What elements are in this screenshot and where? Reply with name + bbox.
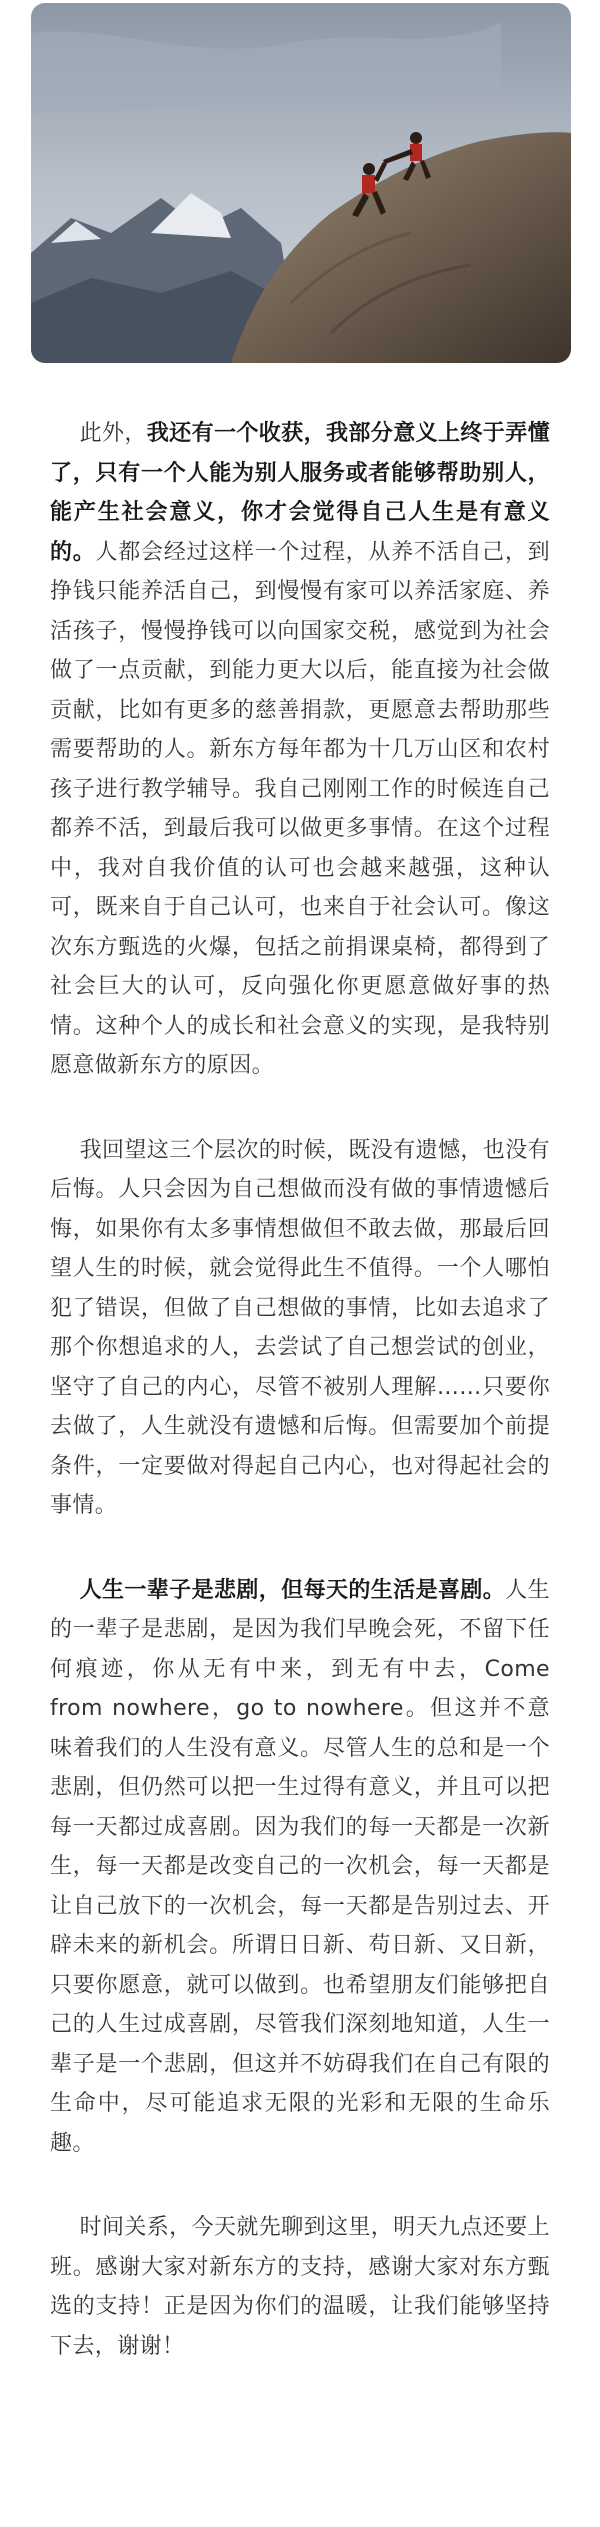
paragraph-3: 人生一辈子是悲剧，但每天的生活是喜剧。人生的一辈子是悲剧，是因为我们早晚会死，不留下任何痕迹，你从无有中来，到无有中去，Come from nowhere，go to nowhere。但这并不意味着我们的人生没有意义。尽管人生的总和是一个悲剧，但仍然可以把一生过得有意义，并且可以把每一天都过成喜剧。因为我们的每一天都是一次新生，每一天都是改变自己的一次机会，每一天都是让自己放下的一次机会，每一天都是告别过去、开辟未来的新机会。所谓日日新、苟日新、又日新，只要你愿意，就可以做到。也希望朋友们能够把自己的人生过成喜剧，尽管我们深刻地知道，人生一辈子是一个悲剧，但这并不妨碍我们在自己有限的生命中，尽可能追求无限的光彩和无限的生命乐趣。 xyxy=(50,1577,550,2156)
climbers-on-mountain-photo xyxy=(31,3,571,363)
article-body xyxy=(50,414,550,2411)
paragraph-2: 我回望这三个层次的时候，既没有遗憾，也没有后悔。人只会因为自己想做而没有做的事情遗憾后悔，如果你有太多事情想做但不敢去做，那最后回望人生的时候，就会觉得此生不值得。一个人哪怕犯了错误，但做了自己想做的事情，比如去追求了那个你想追求的人，去尝试了自己想尝试的创业，坚守了自己的内心，尽管不被别人理解……只要你去做了，人生就没有遗憾和后悔。但需要加个前提条件，一定要做对得起自己内心，也对得起社会的事情。 xyxy=(50,1137,550,1518)
paragraph-1: 此外，我还有一个收获，我部分意义上终于弄懂了，只有一个人能为别人服务或者能够帮助别人，能产生社会意义，你才会觉得自己人生是有意义的。人都会经过这样一个过程，从养不活自己，到挣钱只能养活自己，到慢慢有家可以养活家庭、养活孩子，慢慢挣钱可以向国家交税，感觉到为社会做了一点贡献，到能力更大以后，能直接为社会做贡献，比如有更多的慈善捐款，更愿意去帮助那些需要帮助的人。新东方每年都为十几万山区和农村孩子进行教学辅导。我自己刚刚工作的时候连自己都养不活，到最后我可以做更多事情。在这个过程中，我对自我价值的认可也会越来越强，这种认可，既来自于自己认可，也来自于社会认可。像这次东方甄选的火爆，包括之前捐课桌椅，都得到了社会巨大的认可，反向强化你更愿意做好事的热情。这种个人的成长和社会意义的实现，是我特别愿意做新东方的原因。 xyxy=(50,421,550,1078)
emphasis-text: 人生一辈子是悲剧，但每天的生活是喜剧。 xyxy=(79,1577,506,1603)
hero-image xyxy=(31,3,571,363)
paragraph-4: 时间关系，今天就先聊到这里，明天九点还要上班。感谢大家对新东方的支持，感谢大家对东方甄选的支持！正是因为你们的温暖，让我们能够坚持下去，谢谢！ xyxy=(50,2215,550,2359)
emphasis-text: 我还有一个收获，我部分意义上终于弄懂了，只有一个人能为别人服务或者能够帮助别人，能产生社会意义，你才会觉得自己人生是有意义的。 xyxy=(50,421,550,565)
